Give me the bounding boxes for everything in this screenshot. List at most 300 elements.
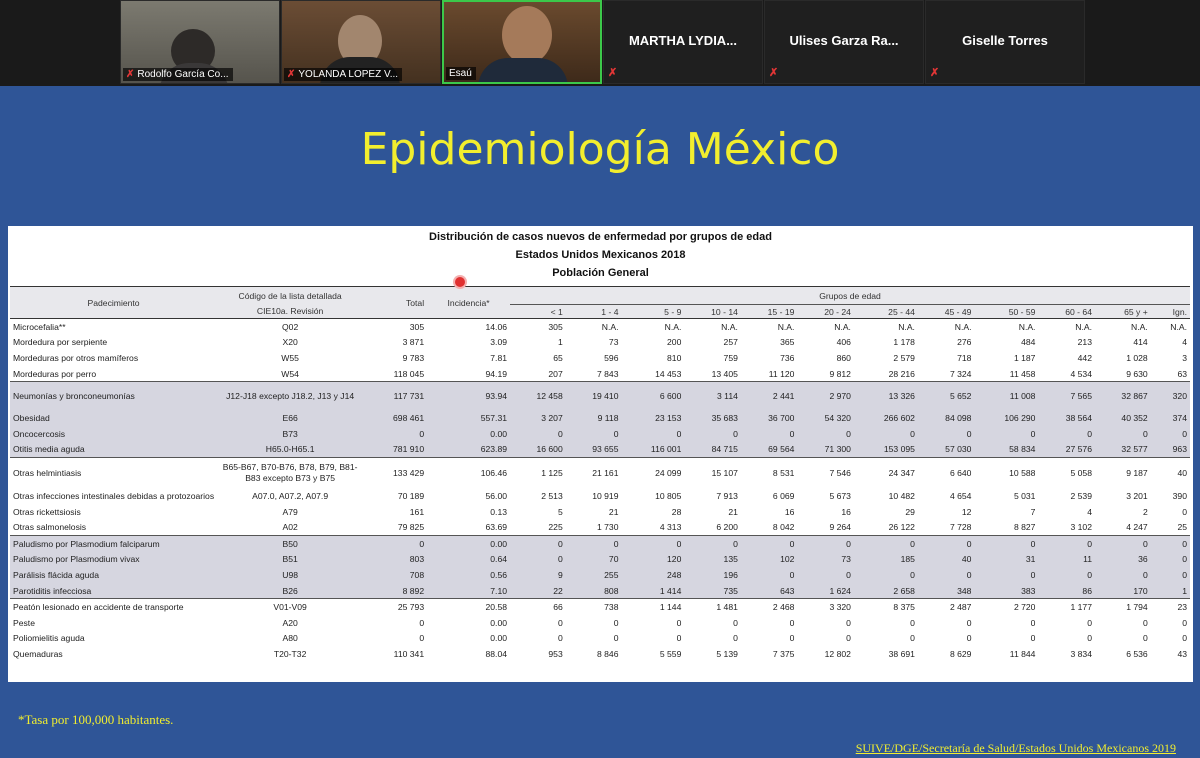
age-group-value: 0 (510, 426, 566, 442)
age-group-value: 0 (1095, 535, 1151, 551)
age-group-value: 3 102 (1070, 522, 1092, 533)
table-row (10, 615, 1190, 631)
disease-name: Paludismo por Plasmodium vivax (10, 552, 217, 568)
col-grupos-edad: Grupos de edad (510, 287, 1190, 305)
disease-name: Otras helmintiasis (10, 458, 217, 489)
age-group-value: 257 (723, 337, 738, 348)
icd-code: B50 (217, 535, 363, 551)
age-group-value: 9 (510, 567, 566, 583)
age-group-value: 0 (966, 633, 972, 644)
incidence: 557.31 (427, 410, 510, 426)
icd-code: B73 (217, 426, 363, 442)
age-group-value: 16 (784, 506, 795, 517)
age-group-value: 0 (684, 426, 741, 442)
age-group-value: 0 (1182, 633, 1187, 644)
col-age-group: 15 - 19 (741, 305, 798, 319)
age-group-value: 22 (510, 583, 566, 599)
age-group-value: N.A. (834, 321, 851, 332)
disease-name: Mordeduras por otros mamíferos (13, 352, 139, 363)
age-group-value: 43 (1177, 648, 1187, 659)
age-group-value: 11 (1038, 552, 1095, 568)
age-group-value: 29 (905, 506, 915, 517)
age-group-value: 7 913 (716, 490, 738, 501)
col-age-group: 45 - 49 (918, 305, 975, 319)
age-group-value: 40 (918, 552, 975, 568)
person-silhouette (502, 6, 552, 64)
disease-name: Peatón lesionado en accidente de transporte (10, 599, 217, 615)
age-group-value: 21 (728, 506, 738, 517)
total-cases: 803 (363, 552, 427, 568)
age-group-value: 4 313 (659, 522, 682, 533)
incidence: 0.56 (427, 567, 510, 583)
epidemiology-table (8, 226, 1193, 682)
age-group-value: 810 (667, 352, 682, 363)
age-group-value: N.A. (898, 321, 915, 332)
incidence: 0.00 (490, 633, 508, 644)
icd-code: A02 (282, 522, 298, 533)
age-group-value: 7 843 (596, 368, 619, 379)
age-group-value: 5 031 (1013, 490, 1036, 501)
table-row (10, 583, 1190, 599)
incidence: 0.64 (427, 552, 510, 568)
age-group-value: 8 375 (854, 599, 918, 615)
age-group-value: 2 970 (797, 382, 854, 411)
age-group-value: 374 (1151, 410, 1190, 426)
icd-code: A20 (282, 617, 298, 628)
table-row (10, 458, 1190, 489)
icd-code: A07.0, A07.2, A07.9 (252, 490, 329, 501)
age-group-value: 23 153 (621, 410, 684, 426)
age-group-value: 0 (1182, 617, 1187, 628)
participant-strip (0, 0, 1200, 86)
age-group-value: 4 (1087, 506, 1092, 517)
table-row (10, 426, 1190, 442)
age-group-value: 5 673 (829, 490, 851, 501)
age-group-value: 16 (841, 506, 851, 517)
age-group-value: 2 513 (541, 490, 563, 501)
age-group-value: 266 602 (854, 410, 918, 426)
total-cases: 110 341 (393, 648, 425, 659)
age-group-value: 442 (1077, 352, 1092, 363)
col-age-group: 25 - 44 (854, 305, 918, 319)
age-group-value: 23 (1151, 599, 1190, 615)
age-group-value: 12 802 (824, 648, 851, 659)
total-cases: 781 910 (363, 442, 427, 458)
age-group-value: 390 (1172, 490, 1187, 501)
disease-name: Otitis media aguda (10, 442, 217, 458)
incidence: 56.00 (485, 490, 508, 501)
disease-name: Peste (13, 617, 35, 628)
age-group-value: 10 588 (974, 458, 1038, 489)
age-group-value: 0 (1038, 426, 1095, 442)
age-group-value: 9 187 (1095, 458, 1151, 489)
age-group-value: 31 (974, 552, 1038, 568)
age-group-value: 1 481 (684, 599, 741, 615)
col-age-group: Ign. (1151, 305, 1190, 319)
age-group-value: 276 (957, 337, 972, 348)
muted-mic-icon: ✗ (930, 67, 940, 79)
muted-mic-icon: ✗ (608, 67, 618, 79)
age-group-value: 0 (613, 633, 619, 644)
age-group-value: 10 805 (655, 490, 682, 501)
age-group-value: 1 (557, 337, 563, 348)
age-group-value: 12 458 (510, 382, 566, 411)
disease-name: Otras salmonelosis (13, 522, 87, 533)
col-age-group: 50 - 59 (974, 305, 1038, 319)
table-subtitle-population: Población General (552, 267, 649, 279)
participant-name: Ulises Garza Ra... (789, 33, 899, 48)
incidence: 106.46 (427, 458, 510, 489)
age-group-value: 3 207 (510, 410, 566, 426)
total-cases: 3 871 (402, 337, 425, 348)
age-group-value: 12 (961, 506, 972, 517)
age-group-value: 365 (780, 337, 795, 348)
age-group-value: 27 576 (1038, 442, 1095, 458)
age-group-value: 13 405 (711, 368, 738, 379)
total-cases: 133 429 (363, 458, 427, 489)
col-age-group: 60 - 64 (1038, 305, 1095, 319)
age-group-value: 9 812 (829, 368, 851, 379)
participant-tile-rodolfo[interactable] (120, 0, 280, 84)
age-group-value: 84 715 (684, 442, 741, 458)
age-group-value: 759 (723, 352, 738, 363)
age-group-value: 200 (667, 337, 682, 348)
icd-code: Q02 (282, 321, 299, 332)
icd-code: V01-V09 (217, 599, 363, 615)
age-group-value: 0 (854, 535, 918, 551)
age-group-value: 65 (553, 352, 563, 363)
table-title: Distribución de casos nuevos de enfermedad por grupos de edad (429, 231, 772, 243)
age-group-value: 9 630 (1126, 368, 1148, 379)
disease-name: Mordeduras por perro (13, 368, 97, 379)
age-group-value: 0 (741, 567, 798, 583)
age-group-value: 3 834 (1070, 648, 1092, 659)
incidence: 7.10 (427, 583, 510, 599)
age-group-value: 11 120 (768, 368, 795, 379)
disease-name: Otras infecciones intestinales debidas a protozoarios (13, 490, 215, 501)
incidence: 623.89 (427, 442, 510, 458)
disease-table (10, 286, 1190, 662)
age-group-value: 170 (1095, 583, 1151, 599)
table-row (10, 552, 1190, 568)
age-group-value: 1 178 (893, 337, 915, 348)
age-group-value: 57 030 (918, 442, 975, 458)
age-group-value: 8 042 (772, 522, 795, 533)
age-group-value: 8 846 (596, 648, 619, 659)
source-citation: SUIVE/DGE/Secretaría de Salud/Estados Unidos Mexicanos 2019 (855, 741, 1176, 755)
age-group-value: 0 (510, 535, 566, 551)
age-group-value: 116 001 (621, 442, 684, 458)
age-group-value: 414 (1133, 337, 1148, 348)
age-group-value: 5 058 (1038, 458, 1095, 489)
age-group-value: 2 (1142, 506, 1148, 517)
table-row (10, 350, 1190, 366)
age-group-value: 15 107 (684, 458, 741, 489)
disease-name: Mordedura por serpiente (13, 337, 108, 348)
table-row (10, 567, 1190, 583)
disease-name: Quemaduras (13, 648, 63, 659)
age-group-value: 0 (1030, 633, 1036, 644)
age-group-value: 63 (1177, 368, 1187, 379)
age-group-value: 808 (566, 583, 622, 599)
age-group-value: 736 (780, 352, 795, 363)
total-cases: 0 (363, 426, 427, 442)
age-group-value: 8 827 (1013, 522, 1036, 533)
age-group-value: 0 (910, 633, 915, 644)
age-group-value: 596 (604, 352, 619, 363)
age-group-value: 40 352 (1095, 410, 1151, 426)
age-group-value: 2 487 (918, 599, 975, 615)
age-group-value: 0 (910, 617, 915, 628)
table-row (10, 504, 1190, 520)
total-cases: 708 (363, 567, 427, 583)
age-group-value: 0 (797, 535, 854, 551)
age-group-value: 0 (974, 567, 1038, 583)
age-group-value: 3 114 (684, 382, 741, 411)
total-cases: 305 (409, 321, 425, 332)
incidence: 63.69 (485, 522, 508, 533)
age-group-value: 28 216 (888, 368, 915, 379)
age-group-value: 135 (684, 552, 741, 568)
age-group-value: 24 099 (621, 458, 684, 489)
age-group-value: 2 579 (893, 352, 915, 363)
age-group-value: N.A. (1170, 321, 1187, 332)
age-group-value: 11 458 (1009, 368, 1036, 379)
age-group-value: 4 (1182, 337, 1187, 348)
age-group-value: 0 (854, 426, 918, 442)
age-group-value: 153 095 (854, 442, 918, 458)
total-cases: 70 189 (397, 490, 425, 501)
age-group-value: 40 (1151, 458, 1190, 489)
age-group-value: 8 629 (949, 648, 972, 659)
age-group-value: 0 (1151, 552, 1190, 568)
age-group-value: 248 (621, 567, 684, 583)
col-codigo-revision: CIE10a. Revisión (217, 305, 363, 319)
age-group-value: 19 410 (566, 382, 622, 411)
age-group-value: 54 320 (797, 410, 854, 426)
age-group-value: 213 (1077, 337, 1092, 348)
incidence: 94.19 (485, 368, 508, 379)
age-group-value: 0 (974, 426, 1038, 442)
age-group-value: 0 (1151, 426, 1190, 442)
col-age-group: 1 - 4 (566, 305, 622, 319)
age-group-value: 196 (684, 567, 741, 583)
age-group-value: 7 324 (949, 368, 972, 379)
col-total: Total (363, 287, 427, 319)
age-group-value: 0 (918, 535, 975, 551)
incidence: 3.09 (490, 337, 508, 348)
table-row (10, 599, 1190, 615)
age-group-value: 0 (741, 426, 798, 442)
age-group-value: N.A. (1075, 321, 1092, 332)
icd-code: H65.0-H65.1 (217, 442, 363, 458)
age-group-value: 185 (854, 552, 918, 568)
age-group-value: 73 (797, 552, 854, 568)
age-group-value: 21 161 (566, 458, 622, 489)
total-cases: 9 783 (402, 352, 425, 363)
total-cases: 8 892 (363, 583, 427, 599)
age-group-value: N.A. (664, 321, 682, 332)
age-group-value: 348 (918, 583, 975, 599)
age-group-value: 3 (1182, 352, 1187, 363)
age-group-value: 70 (566, 552, 622, 568)
age-group-value: 0 (1087, 633, 1092, 644)
table-row (10, 442, 1190, 458)
age-group-value: 1 187 (1013, 352, 1036, 363)
disease-name: Poliomielitis aguda (13, 633, 85, 644)
age-group-value: 0 (1087, 617, 1092, 628)
age-group-value: 0 (557, 633, 563, 644)
age-group-value: 0 (797, 426, 854, 442)
age-group-value: 106 290 (974, 410, 1038, 426)
total-cases: 0 (419, 633, 425, 644)
table-row (10, 646, 1190, 662)
age-group-value: 13 326 (854, 382, 918, 411)
age-group-value: 7 565 (1038, 382, 1095, 411)
col-incidencia: Incidencia* (427, 287, 510, 319)
incidence: 93.94 (427, 382, 510, 411)
table-row (10, 410, 1190, 426)
total-cases: 161 (409, 506, 425, 517)
incidence: 0.00 (427, 426, 510, 442)
footnote: *Tasa por 100,000 habitantes. (18, 712, 174, 727)
age-group-value: 1 (1151, 583, 1190, 599)
table-row (10, 535, 1190, 551)
age-group-value: 58 834 (974, 442, 1038, 458)
col-age-group: 20 - 24 (797, 305, 854, 319)
disease-name: Otras rickettsiosis (13, 506, 81, 517)
participant-tile-yolanda[interactable] (281, 0, 441, 84)
age-group-value: 102 (741, 552, 798, 568)
age-group-value: 5 559 (659, 648, 682, 659)
total-cases: 0 (419, 617, 425, 628)
muted-mic-icon: ✗ (769, 67, 779, 79)
age-group-value: 1 624 (797, 583, 854, 599)
age-group-value: 1 125 (510, 458, 566, 489)
age-group-value: 1 144 (621, 599, 684, 615)
age-group-value: 1 177 (1038, 599, 1095, 615)
age-group-value: 36 700 (741, 410, 798, 426)
age-group-value: 0 (1095, 426, 1151, 442)
age-group-value: 6 536 (1126, 648, 1148, 659)
age-group-value: 0 (1151, 535, 1190, 551)
age-group-value: 2 720 (974, 599, 1038, 615)
age-group-value: 0 (1142, 617, 1148, 628)
age-group-value: 26 122 (888, 522, 915, 533)
col-codigo: Código de la lista detallada (238, 290, 342, 301)
age-group-value: 2 658 (854, 583, 918, 599)
participant-tile-martha[interactable] (603, 0, 763, 84)
age-group-value: 0 (918, 567, 975, 583)
age-group-value: 735 (684, 583, 741, 599)
col-age-group: 10 - 14 (684, 305, 741, 319)
age-group-value: 71 300 (797, 442, 854, 458)
age-group-value: 2 468 (741, 599, 798, 615)
age-group-value: 0 (966, 617, 972, 628)
table-row (10, 631, 1190, 647)
age-group-value: 383 (974, 583, 1038, 599)
age-group-value: 0 (1142, 633, 1148, 644)
age-group-value: 6 640 (918, 458, 975, 489)
age-group-value: 738 (566, 599, 622, 615)
icd-code: B65-B67, B70-B76, B78, B79, B81-B83 excepto B73 y B75 (217, 458, 363, 489)
age-group-value: N.A. (777, 321, 795, 332)
age-group-value: 0 (613, 617, 619, 628)
age-group-value: 3 320 (797, 599, 854, 615)
age-group-value: 3 201 (1126, 490, 1148, 501)
age-group-value: 32 867 (1095, 382, 1151, 411)
age-group-value: 0 (789, 633, 795, 644)
total-cases: 25 793 (363, 599, 427, 615)
age-group-value: 0 (621, 535, 684, 551)
age-group-value: 93 655 (566, 442, 622, 458)
age-group-value: 0 (1038, 567, 1095, 583)
age-group-value: 2 441 (741, 382, 798, 411)
age-group-value: 69 564 (741, 442, 798, 458)
disease-name: Obesidad (10, 410, 217, 426)
age-group-value: N.A. (954, 321, 972, 332)
age-group-value: 0 (1038, 535, 1095, 551)
age-group-value: 35 683 (684, 410, 741, 426)
age-group-value: 4 247 (1126, 522, 1148, 533)
age-group-value: 0 (846, 633, 851, 644)
icd-code: T20-T32 (273, 648, 307, 659)
age-group-value: 66 (510, 599, 566, 615)
age-group-value: 6 200 (716, 522, 738, 533)
shared-slide (0, 86, 1200, 758)
age-group-value: 21 (608, 506, 619, 517)
participant-tile-ulises[interactable] (764, 0, 924, 84)
age-group-value: 1 730 (596, 522, 619, 533)
age-group-value: 0 (974, 535, 1038, 551)
age-group-value: 28 (671, 506, 682, 517)
age-group-value: 1 028 (1126, 352, 1148, 363)
age-group-value: 406 (836, 337, 851, 348)
age-group-value: 0 (854, 567, 918, 583)
muted-mic-icon: ✗ (287, 69, 296, 80)
incidence: 0.00 (490, 617, 508, 628)
incidence: 14.06 (485, 321, 508, 332)
age-group-value: 7 546 (797, 458, 854, 489)
age-group-value: 38 691 (888, 648, 915, 659)
icd-code: B26 (217, 583, 363, 599)
participant-name: MARTHA LYDIA... (628, 33, 738, 48)
participant-tile-giselle[interactable] (925, 0, 1085, 84)
age-group-value: 718 (957, 352, 972, 363)
age-group-value: 4 534 (1070, 368, 1092, 379)
icd-code: A79 (282, 506, 298, 517)
age-group-value: 0 (846, 617, 851, 628)
age-group-value: 5 (557, 506, 563, 517)
incidence: 88.04 (485, 648, 508, 659)
age-group-value: 5 139 (716, 648, 738, 659)
age-group-value: 860 (836, 352, 851, 363)
age-group-value: 0 (797, 567, 854, 583)
age-group-value: 86 (1038, 583, 1095, 599)
table-row (10, 382, 1190, 411)
participant-tile-esau[interactable] (442, 0, 602, 84)
total-cases: 0 (363, 535, 427, 551)
age-group-value: 120 (621, 552, 684, 568)
col-age-group: < 1 (510, 305, 566, 319)
table-row (10, 366, 1190, 382)
age-group-value: 0 (676, 633, 682, 644)
disease-name: Parotiditis infecciosa (10, 583, 217, 599)
age-group-value: 305 (548, 321, 563, 332)
age-group-value: 32 577 (1095, 442, 1151, 458)
col-padecimiento: Padecimiento (10, 287, 217, 319)
age-group-value: 11 008 (974, 382, 1038, 411)
